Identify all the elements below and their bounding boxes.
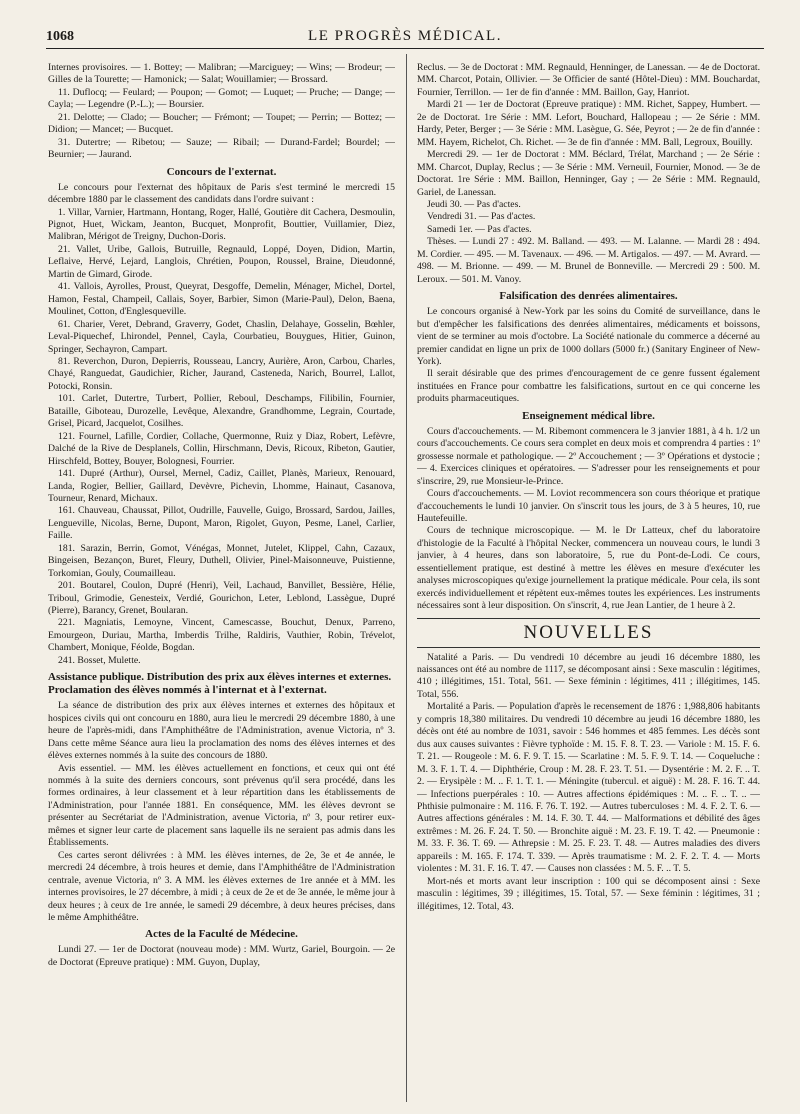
paragraph: Jeudi 30. — Pas d'actes. [427, 198, 521, 210]
nouvelles-heading: NOUVELLES [417, 618, 760, 648]
paragraph: Thèses. — Lundi 27 : 492. M. Balland. — 493. — M. Lalanne. — Mardi 28 : 494. M. Cordier. — 495. — M. Tavenaux. — 496. — M. Artigalos. — 497. — M. Avrard. — 498. — M. Brionne. — 499. — M. Brunel de Bonneville. — Mercredi 29 : 500. M. Leroux. — 501. M. Vanoy. [417, 236, 760, 285]
section-heading: Actes de la Faculté de Médecine. [145, 928, 298, 941]
paragraph: Cours de technique microscopique. — M. le Dr Latteux, chef du laboratoire d'histologie de la Faculté à l'hôpital Necker, commencera un nouveau cours, le lundi 3 janvier, à 4 heures, dans son laboratoire, 5, rue du Pont-de-Lodi. Ce cours, essentiellement pratique, est destiné à mettre les élèves en mesure d'exécuter les analyses microscopiques qu'exige journellement la pratique médicale. Pour cela, ils sont exercés individuellement et répètent eux-mêmes toutes les expériences. Les instruments nécessaires sont à leur disposition. On s'inscrit, 4, rue Jean Lantier, de 1 heure à 2. [417, 525, 760, 612]
paragraph: La séance de distribution des prix aux élèves internes et externes des hôpitaux et hospices civils qui ont concouru en 1880, aura lieu le mercredi 29 décembre 1880, à une heure de l'après-midi, dans l'Amphithéâtre de l'Administration, avenue Victoria, nº 3. Dans cette même Séance aura lieu la proclamation des noms des élèves internes et des élèves externes nommés à la suite des concours de 1880. [48, 700, 395, 762]
column-divider [406, 54, 407, 1102]
right-column [417, 62, 760, 1102]
paragraph: 21. Delotte; — Clado; — Boucher; — Frémont; — Toupet; — Perrin; — Bottez; — Didion; — Mancet; — Bucquet. [48, 111, 395, 136]
section-heading: Assistance publique. Distribution des prix aux élèves internes et externes. Proclamation des élèves nommés à l'internat et à l'externat. [48, 671, 392, 697]
paragraph: 201. Boutarel, Coulon, Dupré (Henri), Veil, Lachaud, Banvillet, Bessière, Hélie, Triboul, Grimodie, Genesteix, Verdié, Gourichon, Leter, Leblond, Lassègue, Dupré (Pierre), Barancy, Grenet, Boularan. [48, 580, 395, 617]
paragraph: 61. Charier, Veret, Debrand, Graverry, Godet, Chaslin, Delahaye, Gosselin, Bœhler, Leval-Piquechef, Lhirondel, Pennel, Cayla, Courbatieu, Bouygues, Hitier, Guinon, Springer, Sechayron, Campart. [48, 318, 395, 355]
left-column [48, 62, 395, 1102]
page-header [46, 26, 764, 48]
paragraph: 1. Villar, Varnier, Hartmann, Hontang, Roger, Hallé, Goutière dit Cachera, Desmoulin, Pignot, Huet, Wickam, Jeanton, Bucquet, Monprofit, Bouttier, Vuillamier, Diez, Malibran, Mérigot de Treigny, Duchon-Doris. [48, 206, 395, 243]
paragraph: Samedi 1er. — Pas d'actes. [427, 223, 532, 235]
section-heading: Falsification des denrées alimentaires. [499, 290, 678, 303]
paragraph: 31. Dutertre; — Ribetou; — Sauze; — Ribail; — Durand-Fardel; Bourdel; — Beurnier; — Jaurand. [48, 136, 395, 161]
page-number: 1068 [46, 29, 74, 44]
paragraph: Il serait désirable que des primes d'encouragement de ce genre fussent également instituées en France pour combattre les falsifications, surtout en ce qui concerne les produits pharmaceutiques. [417, 368, 760, 405]
paragraph: 41. Vallois, Ayrolles, Proust, Queyrat, Desgoffe, Demelin, Ménager, Michel, Dortel, Hamon, Festal, Champeil, Callais, Soyer, Barbier, Simon (Marie-Paul), Delon, Baena, Moulinet, Cotton, d'Englesqueville. [48, 281, 395, 318]
paragraph: Mercredi 29. — 1er de Doctorat : MM. Béclard, Trélat, Marchand ; — 2e Série : MM. Charcot, Duplay, Reclus ; — 3e Série : MM. Verneuil, Fournier, Monod. — 3e de Doctorat. 1re Série : MM. Baillon, Henninger, Gay ; — 2e Série : MM. Regnauld, Gariel, de Lanessan. [417, 149, 760, 198]
paragraph: Ces cartes seront délivrées : à MM. les élèves internes, de 2e, 3e et 4e année, le mercredi 24 décembre, à trois heures et demie, dans l'Amphithéâtre de l'Administration centrale, avenue Victoria, nº 3. A MM. les élèves externes de 1re année et à MM. les internes provisoires, le 27 décembre, à midi ; à ceux de 2e et de 3e année, le même jour à deux heures ; à ceux de 1re année, le samedi 29 décembre, à deux heures précises, dans le même Amphithéâtre. [48, 849, 395, 923]
paragraph: 181. Sarazin, Berrin, Gomot, Vénégas, Monnet, Jutelet, Klippel, Cahn, Cazaux, Bingeisen, Bezançon, Buret, Fleury, Duthell, Olivier, Pinel-Maisonneuve, Puistienne, Torkomian, Gouly, Coumailleau. [48, 542, 395, 579]
paragraph: Le concours organisé à New-York par les soins du Comité de surveillance, dans le but d'empêcher les falsifications des denrées alimentaires, médicaments et boissons, vient de se terminer au mois d'octobre. La Société nationale du commerce a décerné au premier candidat en ligne un prix de 1000 dollars (5000 fr.) (Sanitary Engineer of New-York). [417, 306, 760, 367]
paragraph: 121. Fournel, Lafille, Cordier, Collache, Quermonne, Ruiz y Diaz, Robert, Lefèvre, Dalché de la Rive de Desplanels, Collin, Hirschmann, Devis, Ricoux, Ribeton, Gautier, Hirschfeld, Bottey, Bouyer, Bolognesi, Fourrier. [48, 430, 395, 467]
paragraph: 221. Magniatis, Lemoyne, Vincent, Camescasse, Bouchut, Denux, Parreno, Emourgeon, Duriau, Martha, Imberdis Trilhe, Raldiris, Vauthier, Robin, Trévelot, Chambert, Monique, Féolde, Bogdan. [48, 617, 395, 654]
paragraph: Cours d'accouchements. — M. Ribemont commencera le 3 janvier 1881, à 4 h. 1/2 un cours d'accouchements. Ce cours sera complet en deux mois et comprendra 4 parties : 1º grossesse normale et pathologique. — 2º Accouchement ; — 3º Opérations et dystocie ; — 4. Exercices cliniques et opératoires. — S'adresser pour les renseignements et pour s'inscrire, 29, rue Monsieur-le-Prince. [417, 425, 760, 487]
paragraph: Le concours pour l'externat des hôpitaux de Paris s'est terminé le mercredi 15 décembre 1880 par le classement des candidats dans l'ordre suivant : [48, 181, 395, 206]
header-rule [46, 48, 764, 49]
paragraph: 161. Chauveau, Chaussat, Pillot, Oudrille, Fauvelle, Guigo, Brossard, Sardou, Jailles, Lengueville, Nicolas, Berne, Dupont, Maron, Rigolet, Guyon, Pesme, Lanel, Carlier, Faille. [48, 505, 395, 542]
paragraph: Lundi 27. — 1er de Doctorat (nouveau mode) : MM. Wurtz, Gariel, Bourgoin. — 2e de Doctorat (Epreuve pratique) : MM. Guyon, Duplay, [48, 944, 395, 968]
paragraph: Mort-nés et morts avant leur inscription : 100 qui se décomposent ainsi : Sexe masculin : légitimes, 39 ; illégitimes, 15. Total, 57. — Sexe féminin : légitimes, 31 ; illégitimes, 12. Total, 43. [417, 875, 760, 912]
paragraph: Mardi 21 — 1er de Doctorat (Epreuve pratique) : MM. Richet, Sappey, Humbert. — 2e de Doctorat. 1re Série : MM. Lefort, Bouchard, Hallopeau ; — 2e Série : MM. Hardy, Peter, Berger ; — 3e Série : MM. Lasègue, G. Sée, Peyrot ; — 2e de fin d'année : MM. Hayem, Richelot, Ch. Richet. — 3e de fin d'année : MM. Ball, Legroux, Bouilly. [417, 99, 760, 148]
journal-title: LE PROGRÈS MÉDICAL. [308, 28, 502, 44]
paragraph: Mortalité a Paris. — Population d'après le recensement de 1876 : 1,988,806 habitants y compris 18,380 militaires. Du vendredi 10 décembre au jeudi 16 décembre 1880, les décès ont été au nombre de 1031, savoir : 546 hommes et 485 femmes. Les décès sont dus aux causes suivantes : Fièvre typhoïde : M. 15. F. 8. T. 23. — Variole : M. 15. F. 6. T. 21. — Rougeole : M. 6. F. 9. T. 15. — Scarlatine : M. 5. F. 9. T. 14. — Coqueluche : M. 3. F. 1. T. 4. — Diphthérie, Croup : M. 28. F. 23. T. 51. — Dysentérie : M. 2. F. .. T. 2. — Erysipèle : M. .. F. 1. T. 1. — Méningite (tubercul. et aiguë) : M. 28. F. 16. T. 44. — Infections puerpérales : 10. — Autres affections épidémiques : M. .. F. .. T. .. — Phthisie pulmonaire : M. 116. F. 76. T. 192. — Autres tuberculoses : M. 4. F. 2. T. 6. — Autres affections générales : M. 14. F. 30. T. 44. — Malformations et débilité des âges extrêmes : M. 26. F. 24. T. 50. — Bronchite aiguë : M. 23. F. 19. T. 42. — Pneumonie : M. 33. F. 36. T. 69. — Athrepsie : M. 25. F. 23. T. 48. — Autres maladies des divers appareils : M. 165. F. 174. T. 339. — Après traumatisme : M. 2. F. 2. T. 4. — Morts violentes : M. 31. F. 16. T. 47. — Causes non classées : M. 5. F. .. T. 5. [417, 701, 760, 875]
paragraph: Cours d'accouchements. — M. Loviot recommencera son cours théorique et pratique d'accouchements le lundi 10 janvier. On s'inscrit tous les jours, de 3 à 5 heures, 10, rue Hautefeuille. [417, 488, 760, 524]
paragraph: Avis essentiel. — MM. les élèves actuellement en fonctions, et ceux qui ont été nommés à la suite des derniers concours, sont prévenus qu'il sera procédé, dans les formes ordinaires, à leur classement et à leur répartition dans les établissements de l'Administration, pour l'année 1881. En conséquence, MM. les élèves devront se présenter au Secrétariat de l'Administration, avenue Victoria, nº 3, pour retirer eux-mêmes et signer leur carte de placement sans laquelle ils ne seraient pas admis dans les Établissements. [48, 762, 395, 849]
paragraph: Vendredi 31. — Pas d'actes. [427, 211, 536, 223]
paragraph: Internes provisoires. — 1. Bottey; — Malibran; —Marciguey; — Wins; — Brodeur; — Gilles de la Tourette; — Hamonick; — Salat; Wouillamier; — Brossard. [48, 62, 395, 86]
paragraph: 21. Vallet, Uribe, Gallois, Butruille, Regnauld, Loppé, Doyen, Didion, Martin, Leflaive, Hervé, Lejard, Langlois, Chrétien, Poupon, Roussel, Braine, Dieudonné, Martin de Gimard, Girode. [48, 243, 395, 280]
paragraph: 101. Carlet, Dutertre, Turbert, Pollier, Reboul, Deschamps, Filibilin, Fournier, Bataille, Giboteau, Durozelle, Levêque, Alexandre, Grandhomme, Legrain, Courtade, Grisel, Picard, Jacquelot, Cosilhes. [48, 393, 395, 430]
paragraph: 11. Duflocq; — Feulard; — Poupon; — Gomot; — Luquet; — Pruche; — Dange; — Cayla; — Legendre (P.-L.); — Boursier. [48, 86, 395, 111]
paragraph: Reclus. — 3e de Doctorat : MM. Regnauld, Henninger, de Lanessan. — 4e de Doctorat. MM. Charcot, Potain, Ollivier. — 3e Officier de santé (Hôtel-Dieu) : MM. Bouchardat, Fournier, Terrillon. — 1er de fin d'année : MM. Baillon, Gay, Hanriot. [417, 62, 760, 98]
section-heading: Enseignement médical libre. [522, 409, 655, 422]
paragraph: 241. Bosset, Mulette. [58, 654, 141, 666]
paragraph: Natalité a Paris. — Du vendredi 10 décembre au jeudi 16 décembre 1880, les naissances ont été au nombre de 1117, se décomposant ainsi : Sexe masculin : légitimes, 410 ; illégitimes, 151. Total, 561. — Sexe féminin : légitimes, 411 ; illégitimes, 145. Total, 556. [417, 651, 760, 700]
paragraph: 141. Dupré (Arthur), Oursel, Mernel, Cadiz, Caillet, Planès, Marieux, Renouard, Landa, Rogier, Bellier, Gaillard, Devèvre, Pichevin, Lhomme, Hainaut, Casanova, Tourneur, Renard, Michaux. [48, 468, 395, 504]
paragraph: 81. Reverchon, Duron, Depierris, Rousseau, Lancry, Aurière, Aron, Carbou, Charles, Chayé, Ranguedat, Gaudichier, Richer, Jaurand, Casteneda, Narich, Bourrel, Lallot, Potocki, Ronsin. [48, 355, 395, 392]
section-heading: Concours de l'externat. [166, 165, 277, 178]
